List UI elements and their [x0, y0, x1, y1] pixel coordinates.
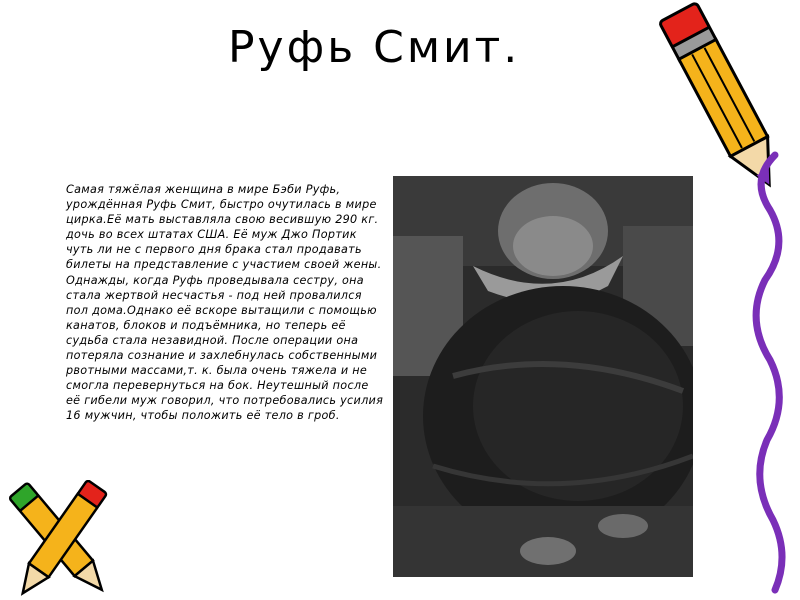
squiggle-line-icon	[745, 150, 800, 595]
portrait-photo	[393, 176, 693, 577]
crossed-pencils-icon	[0, 480, 120, 600]
slide-title: Руфь Смит.	[228, 22, 521, 73]
slide-body-text: Самая тяжёлая женщина в мире Бэби Руфь, урождённая Руфь Смит, быстро очутилась в мире цирка.Её мать выставляла свою весившую 290 кг. дочь во всех штатах США. Её муж Джо Портик чуть ли не с первого дня брака стал продавать билеты на представление с участием своей жены. Однажды, когда Руфь проведывала сестру, она стала жертвой несчастья - под ней провалился пол дома.Однако её вскоре вытащили с помощью канатов, блоков и подъёмника, но теперь её судьба стала незавидной. После операции она потеряла сознание и захлебнулась собственными рвотными массами,т. к. была очень тяжела и не смогла перевернуться на бок. Неутешный после её гибели муж говорил, что потребовались усилия 16 мужчин, чтобы положить её тело в гроб.	[66, 183, 384, 423]
